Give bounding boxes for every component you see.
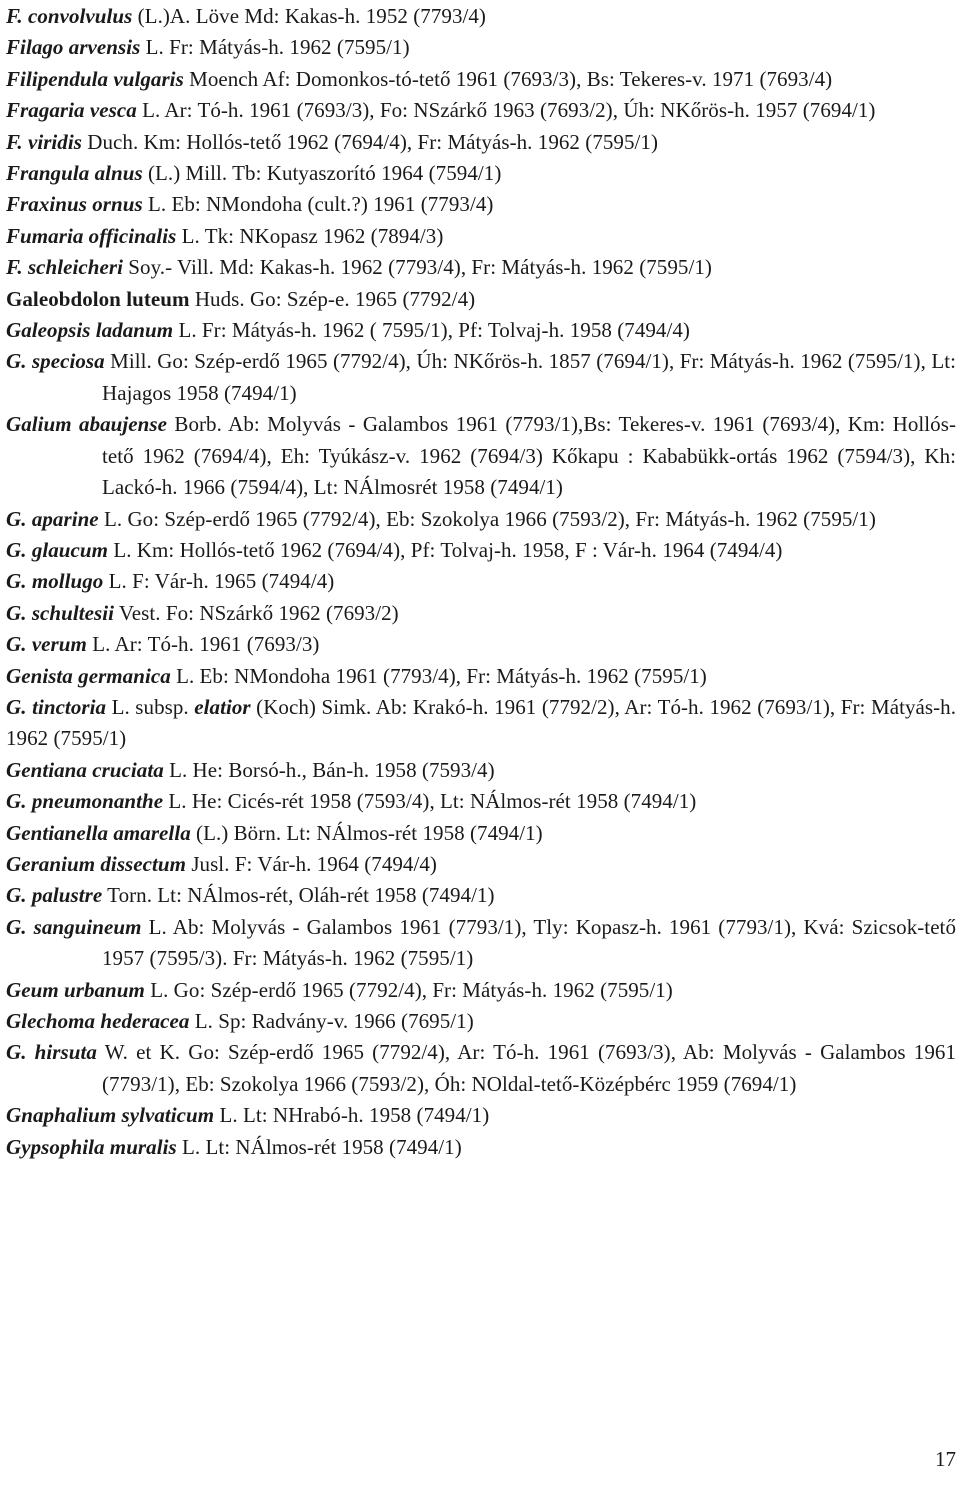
list-item (6, 315, 956, 346)
entry-text: Vest. Fo: NSzárkő 1962 (7693/2) (114, 600, 399, 625)
entry-text: L. He: Borsó-h., Bán-h. 1958 (7593/4) (163, 757, 495, 782)
species-name: G. tinctoria (6, 694, 107, 719)
species-name: Fraxinus ornus (6, 192, 143, 217)
species-name: G. palustre (6, 883, 103, 908)
species-name: Galeobdolon luteum (6, 286, 190, 311)
entry-text: Borb. Ab: Molyvás - Galambos 1961 (7793/1),Bs: Tekeres-v. 1961 (7693/4), Km: Hollós-tető 1962 (7694/4), Eh: Tyúkász-v. 1962 (7694/3) Kőkapu : Kababükk-ortás 1962 (7594/3), Kh: Lackó-h. 1966 (7594/4), Lt: NÁlmosrét 1958 (7494/1) (102, 412, 956, 500)
list-item (6, 1, 956, 32)
list-item (6, 252, 956, 283)
entry-text: L. Fr: Mátyás-h. 1962 ( 7595/1), Pf: Tolvaj-h. 1958 (7494/4) (173, 318, 690, 343)
entry-text: Moench Af: Domonkos-tó-tető 1961 (7693/3), Bs: Tekeres-v. 1971 (7693/4) (183, 66, 833, 91)
species-name: F. schleicheri (6, 255, 123, 280)
entry-text: Duch. Km: Hollós-tető 1962 (7694/4), Fr: Mátyás-h. 1962 (7595/1) (81, 129, 658, 154)
list-item (6, 692, 956, 755)
species-name: Filago arvensis (6, 35, 141, 60)
species-name: Geranium dissectum (6, 851, 187, 876)
list-item (6, 1006, 956, 1037)
list-item (6, 661, 956, 692)
list-item (6, 755, 956, 786)
entry-text: Huds. Go: Szép-e. 1965 (7792/4) (189, 286, 476, 311)
species-name: G. aparine (6, 506, 99, 531)
list-item (6, 95, 956, 126)
list-item (6, 849, 956, 880)
species-name: Fragaria vesca (6, 98, 137, 123)
species-name: G. hirsuta (6, 1040, 97, 1065)
species-name: G. schultesii (6, 600, 114, 625)
entry-text: L. Lt: NHrabó-h. 1958 (7494/1) (214, 1103, 490, 1128)
list-item (6, 975, 956, 1006)
species-list (6, 1, 956, 1163)
list-item (6, 64, 956, 95)
list-item (6, 1100, 956, 1131)
species-name: G. mollugo (6, 569, 104, 594)
list-item (6, 189, 956, 220)
species-name: Galium abaujense (6, 412, 167, 437)
entry-text: L. Ar: Tó-h. 1961 (7693/3), Fo: NSzárkő 1963 (7693/2), Úh: NKőrös-h. 1957 (7694/1) (136, 98, 876, 123)
list-item (6, 409, 956, 503)
entry-text: (Koch) Simk. Ab: Krakó-h. 1961 (7792/2), Ar: Tó-h. 1962 (7693/1), Fr: Mátyás-h. 1962 (7595/1) (6, 694, 956, 751)
list-item (6, 1037, 956, 1100)
species-name: Genista germanica (6, 663, 171, 688)
species-name: G. pneumonanthe (6, 789, 164, 814)
list-item (6, 535, 956, 566)
species-name: G. verum (6, 632, 87, 657)
entry-text: Soy.- Vill. Md: Kakas-h. 1962 (7793/4), Fr: Mátyás-h. 1962 (7595/1) (123, 255, 712, 280)
entry-text: (L.)A. Löve Md: Kakas-h. 1952 (7793/4) (132, 4, 486, 28)
page-number: 17 (935, 1447, 956, 1471)
list-item (6, 629, 956, 660)
list-item (6, 566, 956, 597)
species-name: Gypsophila muralis (6, 1134, 177, 1159)
species-name: F. convolvulus (6, 4, 133, 28)
entry-text: L. Ab: Molyvás - Galambos 1961 (7793/1), Tly: Kopasz-h. 1961 (7793/1), Kvá: Szicsok-tető 1957 (7595/3). Fr: Mátyás-h. 1962 (7595/1) (102, 914, 956, 971)
entry-text: L. Tk: NKopasz 1962 (7894/3) (176, 223, 444, 248)
list-item (6, 1132, 956, 1163)
list-item (6, 880, 956, 911)
list-item (6, 504, 956, 535)
species-name: F. viridis (6, 129, 82, 154)
species-name: Gentiana cruciata (6, 757, 164, 782)
list-item (6, 786, 956, 817)
entry-text: (L.) Börn. Lt: NÁlmos-rét 1958 (7494/1) (190, 820, 543, 845)
species-name: G. speciosa (6, 349, 105, 374)
entry-text: L. Go: Szép-erdő 1965 (7792/4), Fr: Mátyás-h. 1962 (7595/1) (144, 977, 673, 1002)
list-item (6, 221, 956, 252)
list-item (6, 32, 956, 63)
species-name: G. glaucum (6, 537, 109, 562)
entry-text: W. et K. Go: Szép-erdő 1965 (7792/4), Ar: Tó-h. 1961 (7693/3), Ab: Molyvás - Galambos 1961 (7793/1), Eb: Szokolya 1966 (7593/2), Óh: NOldal-tető-Középbérc 1959 (7694/1) (96, 1040, 956, 1096)
species-name: Galeopsis ladanum (6, 318, 174, 343)
entry-text: L. Go: Szép-erdő 1965 (7792/4), Eb: Szokolya 1966 (7593/2), Fr: Mátyás-h. 1962 (7595/1) (98, 506, 876, 531)
species-name: Glechoma hederacea (6, 1009, 190, 1033)
species-name: Gnaphalium sylvaticum (6, 1103, 215, 1128)
species-name: Frangula alnus (6, 161, 143, 186)
list-item (6, 284, 956, 315)
entry-text: Torn. Lt: NÁlmos-rét, Oláh-rét 1958 (7494/1) (102, 883, 495, 908)
entry-text: L. Eb: NMondoha 1961 (7793/4), Fr: Mátyás-h. 1962 (7595/1) (170, 663, 707, 688)
list-item (6, 912, 956, 975)
entry-text: (L.) Mill. Tb: Kutyaszorító 1964 (7594/1) (142, 161, 502, 186)
entry-text: L. Eb: NMondoha (cult.?) 1961 (7793/4) (142, 192, 494, 217)
species-name: Filipendula vulgaris (6, 66, 184, 91)
species-name: Fumaria officinalis (6, 223, 177, 248)
list-item (6, 346, 956, 409)
species-name: G. sanguineum (6, 914, 142, 939)
entry-text: L. Ar: Tó-h. 1961 (7693/3) (86, 632, 320, 657)
entry-text: L. He: Cicés-rét 1958 (7593/4), Lt: NÁlmos-rét 1958 (7494/1) (163, 789, 697, 814)
entry-text: L. Sp: Radvány-v. 1966 (7695/1) (189, 1009, 474, 1033)
list-item (6, 158, 956, 189)
list-item (6, 818, 956, 849)
subspecies-name: elatior (194, 694, 251, 719)
species-name: Gentianella amarella (6, 820, 191, 845)
entry-text: L. Fr: Mátyás-h. 1962 (7595/1) (140, 35, 410, 60)
species-name: Geum urbanum (6, 977, 145, 1002)
entry-text: L. F: Vár-h. 1965 (7494/4) (103, 569, 335, 594)
entry-text: L. Km: Hollós-tető 1962 (7694/4), Pf: Tolvaj-h. 1958, F : Vár-h. 1964 (7494/4) (108, 537, 783, 562)
entry-text: Jusl. F: Vár-h. 1964 (7494/4) (186, 851, 437, 876)
entry-text: L. Lt: NÁlmos-rét 1958 (7494/1) (176, 1134, 462, 1159)
list-item (6, 598, 956, 629)
entry-text: Mill. Go: Szép-erdő 1965 (7792/4), Úh: NKőrös-h. 1857 (7694/1), Fr: Mátyás-h. 1962 (7595/1), Lt: Hajagos 1958 (7494/1) (102, 349, 956, 405)
entry-text: L. subsp. (106, 694, 195, 719)
list-item (6, 127, 956, 158)
